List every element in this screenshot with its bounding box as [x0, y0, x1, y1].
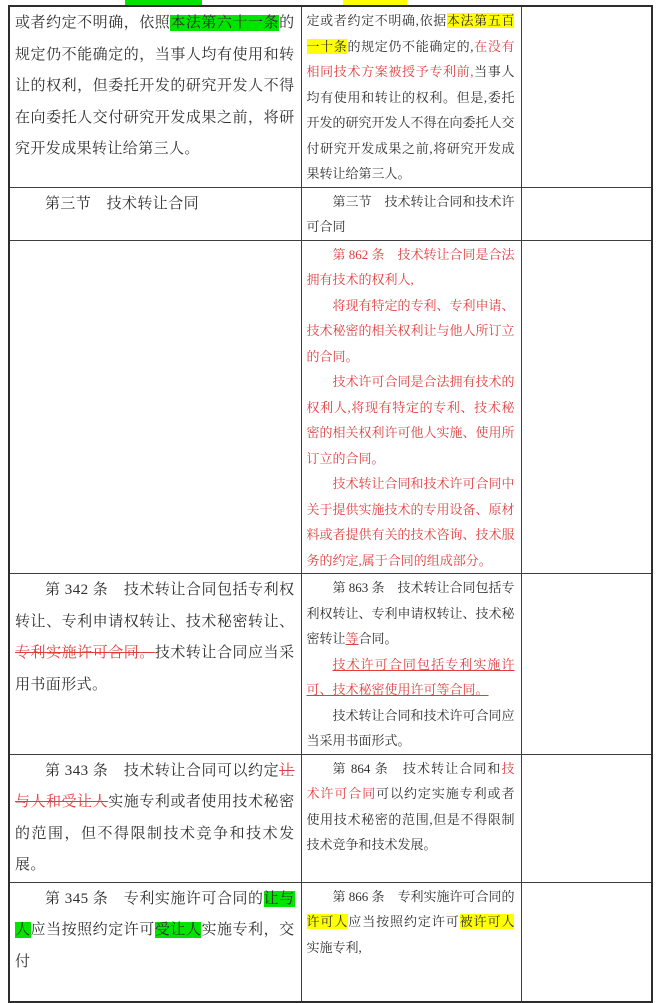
- text-run: 定或者约定不明确,依据: [306, 13, 447, 28]
- cell-right: [301, 240, 521, 574]
- text-run: 许可人: [306, 914, 349, 929]
- text-run: 第三节 技术转让合同和技术许可合同: [306, 193, 515, 234]
- text-run: 实施专利或者使用技术秘密的范围，但不得限制技术竞争和技术发展。: [15, 794, 295, 873]
- text-run: 第 863 条 技术转让合同包括专利权转让、专利申请权转让、技术秘密转让: [306, 580, 515, 646]
- text-run: 技术转让合同和技术许可合同应当采用书面形式。: [306, 707, 515, 748]
- text-run: 的规定仍不能确定的,: [347, 38, 474, 54]
- cell-left: [9, 187, 301, 240]
- cell-left: [9, 754, 301, 882]
- table-row: [9, 240, 652, 574]
- paragraph: [307, 8, 515, 187]
- text-run: 实施专利，交付: [15, 922, 295, 970]
- text-run: 让与人和受让人: [15, 762, 295, 810]
- table-row: [9, 187, 652, 240]
- paragraph: [307, 369, 515, 471]
- cell-note: [521, 574, 652, 755]
- cell-right: [301, 754, 521, 882]
- paragraph: [15, 575, 295, 701]
- text-run: 第 866 条 专利实施许可合同的: [332, 888, 515, 904]
- text-run: 或者约定不明确，依照: [15, 15, 171, 31]
- comparison-table-body: [9, 6, 652, 1002]
- comparison-table: [8, 5, 653, 1003]
- table-row: [9, 574, 652, 755]
- text-run: 专利实施许可合同。: [15, 645, 155, 661]
- text-run: 将现有特定的专利、专利申请、技术秘密的相关权利让与他人所订立的合同。: [306, 297, 515, 364]
- text-run: 让与人: [15, 890, 295, 938]
- cell-left: [9, 574, 301, 755]
- text-run: 技术转让合同应当采用书面形式。: [15, 645, 295, 693]
- paragraph: [307, 575, 515, 652]
- text-run: 第三节 技术转让合同: [45, 195, 200, 212]
- cell-right: [301, 187, 521, 240]
- text-run: 可以约定实施专利或者使用技术秘密的范围,但是不得限制技术竞争和技术发展。: [306, 786, 515, 852]
- text-run: 技术许可合同是合法拥有技术的权利人,将现有特定的专利、技术秘密的相关权利许可他人实施、使用所订立的合同。: [306, 374, 515, 466]
- paragraph: [15, 884, 295, 979]
- cell-note: [521, 187, 652, 240]
- text-run: 第 864 条 技术转让合同和: [332, 760, 502, 776]
- text-run: 受让人: [154, 922, 202, 938]
- cell-left: [9, 6, 301, 187]
- paragraph: [307, 242, 515, 293]
- cell-right: [301, 882, 521, 1002]
- paragraph: [15, 8, 295, 166]
- text-run: 第 862 条 技术转让合同是合法拥有技术的权利人,: [306, 246, 515, 287]
- cell-note: [521, 882, 652, 1002]
- document-page: [8, 5, 653, 1003]
- paragraph: [307, 756, 515, 858]
- text-run: 合同。: [358, 631, 398, 646]
- paragraph: [15, 189, 295, 221]
- cell-left: [9, 240, 301, 574]
- text-run: 的规定仍不能确定的，当事人均有使用和转让的权利，但委托开发的研究开发人不得在向委托人交付研究开发成果之前，将研究开发成果转让给第三人。: [15, 15, 295, 157]
- text-run: 技术转让合同和技术许可合同中关于提供实施技术的专用设备、原材料或者提供有关的技术咨询、技术服务的约定,属于合同的组成部分。: [306, 476, 515, 568]
- cell-left: [9, 882, 301, 1002]
- paragraph: [307, 293, 515, 370]
- text-run: 本法第六十一条: [170, 15, 280, 31]
- text-run: 技术许可合同: [306, 760, 515, 801]
- table-row: [9, 6, 652, 187]
- text-run: 第 342 条 技术转让合同包括专利权转让、专利申请权转让、技术秘密转让、: [15, 582, 295, 630]
- text-run: 在没有相同技术方案被授予专利前,: [306, 38, 515, 79]
- table-row: [9, 754, 652, 882]
- text-run: 第 345 条 专利实施许可合同的: [45, 890, 264, 907]
- paragraph: [15, 756, 295, 882]
- text-run: 当事人均有使用和转让的权利。但是,委托开发的研究开发人不得在向委托人交付研究开发成果之前,将研究开发成果转让给第三人。: [306, 64, 515, 181]
- cell-right: [301, 574, 521, 755]
- cell-note: [521, 6, 652, 187]
- text-run: 本法第五百一十条: [306, 13, 515, 54]
- text-run: 第 343 条 技术转让合同可以约定: [45, 762, 280, 779]
- text-run: 被许可人: [459, 914, 515, 929]
- cell-right: [301, 6, 521, 187]
- text-run: 实施专利,: [306, 939, 362, 955]
- paragraph: [307, 884, 515, 961]
- text-run: 应当按照约定许可: [348, 914, 460, 929]
- paragraph: [307, 189, 515, 240]
- paragraph: [307, 471, 515, 573]
- cell-note: [521, 754, 652, 882]
- text-run: 技术许可合同包括专利实施许可、技术秘密使用许可等合同。: [306, 656, 515, 697]
- table-row: [9, 882, 652, 1002]
- text-run: 应当按照约定许可: [30, 922, 155, 938]
- text-run: 等: [345, 631, 359, 646]
- cell-note: [521, 240, 652, 574]
- paragraph: [307, 703, 515, 754]
- paragraph: [307, 652, 515, 703]
